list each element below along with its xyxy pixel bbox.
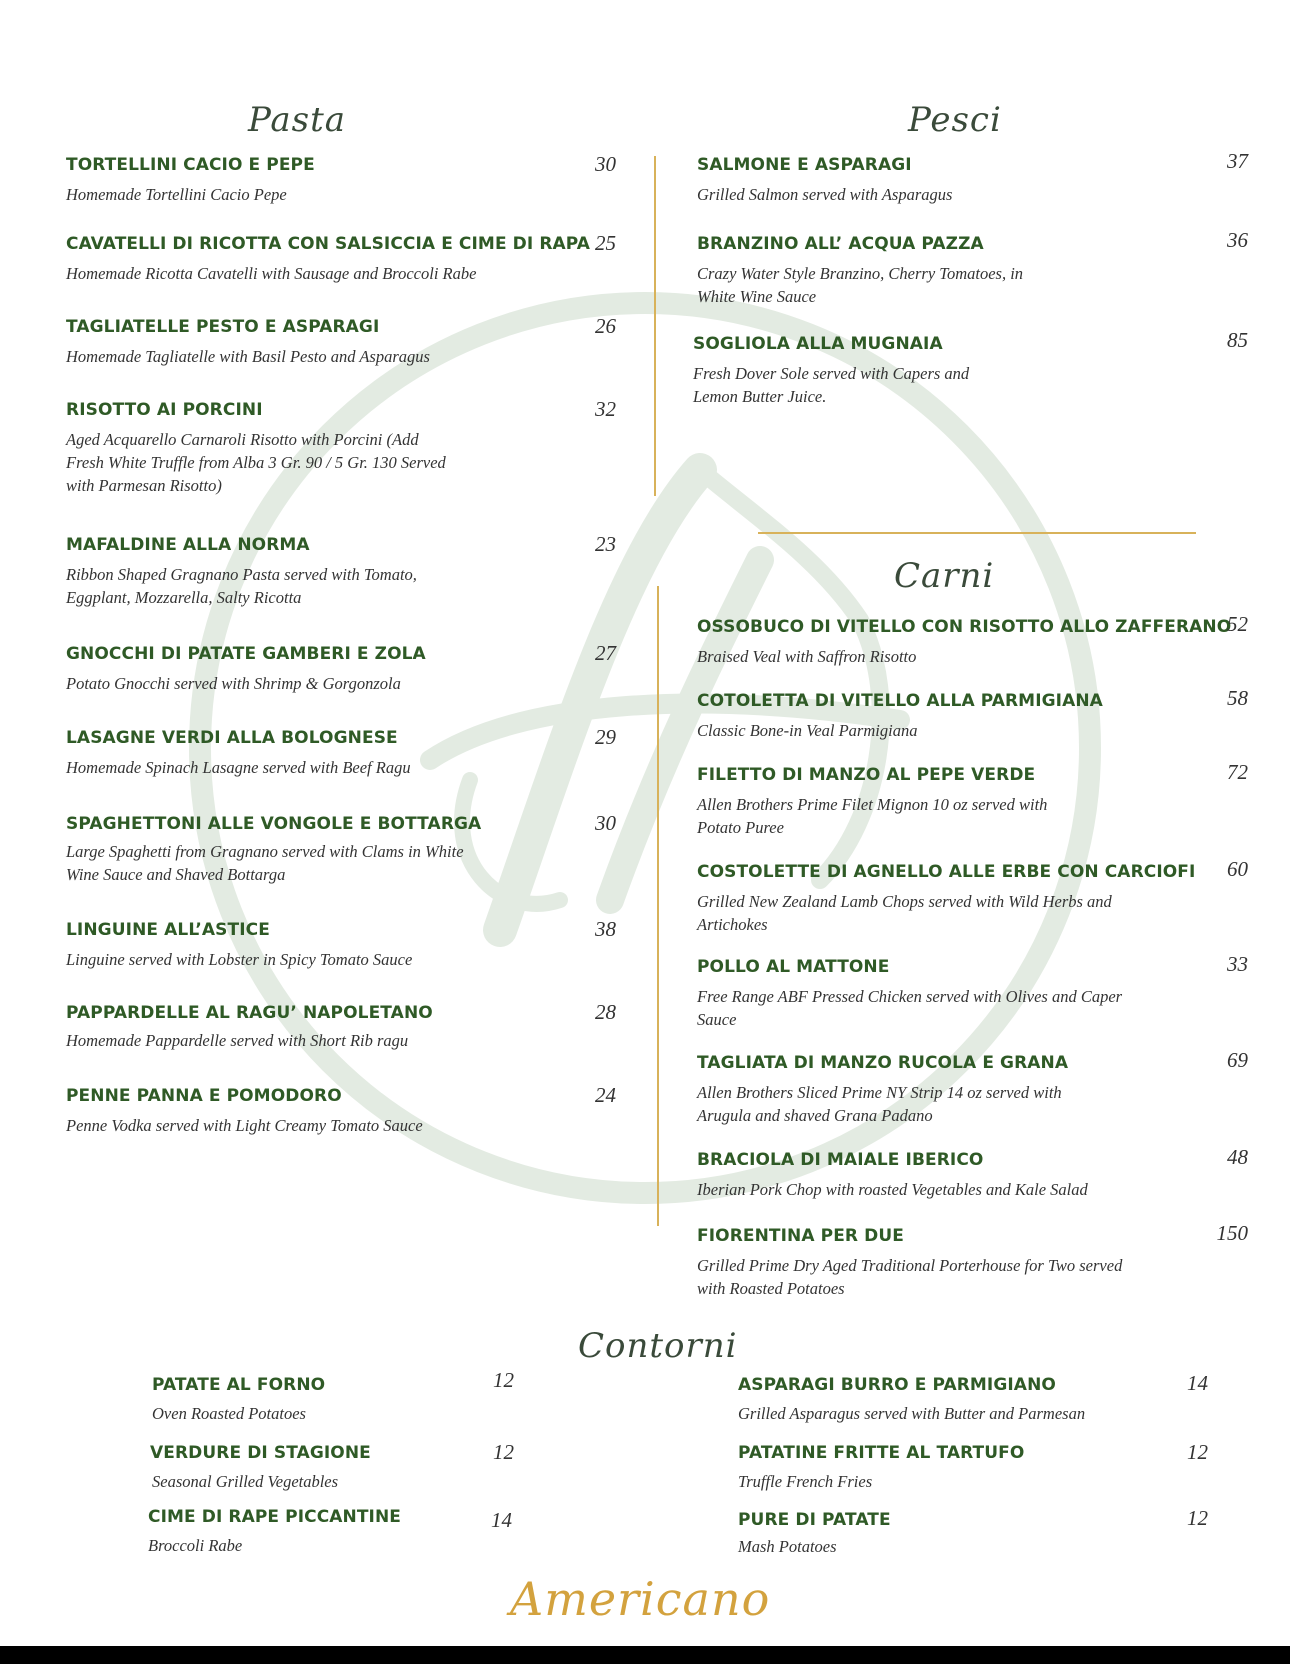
menu-item-name: TORTELLINI CACIO E PEPE bbox=[66, 155, 315, 175]
menu-item-name: VERDURE DI STAGIONE bbox=[150, 1443, 371, 1463]
menu-item-desc: Linguine served with Lobster in Spicy Tomato Sauce bbox=[66, 950, 413, 969]
menu-item-desc: Grilled Salmon served with Asparagus bbox=[697, 185, 953, 204]
menu-item-desc: Oven Roasted Potatoes bbox=[152, 1404, 306, 1423]
menu-item-desc: Crazy Water Style Branzino, Cherry Tomatoes, in White Wine Sauce bbox=[697, 264, 1024, 306]
menu-item-price: 12 bbox=[493, 1440, 514, 1464]
menu-item-name: SALMONE E ASPARAGI bbox=[697, 155, 912, 175]
menu-item-desc: Braised Veal with Saffron Risotto bbox=[697, 647, 917, 666]
menu-item-price: 58 bbox=[1227, 686, 1248, 710]
menu-item-desc: Penne Vodka served with Light Creamy Tomato Sauce bbox=[66, 1116, 423, 1135]
menu-item-price: 12 bbox=[493, 1368, 514, 1392]
section-title-contorni: Contorni bbox=[578, 1326, 738, 1366]
bottom-bar bbox=[0, 1646, 1290, 1664]
menu-item-price: 48 bbox=[1227, 1145, 1248, 1169]
menu-item-name: MAFALDINE ALLA NORMA bbox=[66, 535, 310, 555]
menu-item-name: LINGUINE ALL’ASTICE bbox=[66, 920, 270, 940]
menu-item-price: 24 bbox=[595, 1083, 616, 1107]
menu-item-name: PENNE PANNA E POMODORO bbox=[66, 1086, 342, 1106]
section-title-pasta: Pasta bbox=[248, 100, 347, 140]
menu-item-desc: Potato Gnocchi served with Shrimp & Gorgonzola bbox=[66, 674, 401, 693]
menu-item-name: POLLO AL MATTONE bbox=[697, 957, 890, 977]
menu-item-price: 37 bbox=[1227, 149, 1248, 173]
menu-item-price: 27 bbox=[595, 641, 616, 665]
menu-item-desc: Grilled New Zealand Lamb Chops served with Wild Herbs and Artichokes bbox=[697, 892, 1112, 934]
menu-item-name: OSSOBUCO DI VITELLO CON RISOTTO ALLO ZAFFERANO bbox=[697, 617, 1232, 637]
menu-item-name: CAVATELLI DI RICOTTA CON SALSICCIA E CIME DI RAPA bbox=[66, 234, 591, 254]
menu-item-price: 30 bbox=[595, 811, 616, 835]
menu-item-desc: Free Range ABF Pressed Chicken served with Olives and Caper Sauce bbox=[697, 987, 1123, 1029]
menu-item-desc: Homemade Tagliatelle with Basil Pesto and Asparagus bbox=[66, 347, 430, 366]
menu-item-name: TAGLIATA DI MANZO RUCOLA E GRANA bbox=[697, 1053, 1069, 1073]
menu-item-price: 72 bbox=[1227, 760, 1248, 784]
menu-item-price: 29 bbox=[595, 725, 616, 749]
menu-item-name: BRACIOLA DI MAIALE IBERICO bbox=[697, 1150, 984, 1170]
menu-item-price: 38 bbox=[595, 917, 616, 941]
menu-item-desc: Homemade Tortellini Cacio Pepe bbox=[66, 185, 287, 204]
menu-item-name: SPAGHETTONI ALLE VONGOLE E BOTTARGA bbox=[66, 814, 482, 834]
menu-item-desc: Seasonal Grilled Vegetables bbox=[152, 1472, 339, 1491]
menu-item-price: 12 bbox=[1187, 1440, 1208, 1464]
menu-item-name: RISOTTO AI PORCINI bbox=[66, 400, 263, 420]
menu-item-name: SOGLIOLA ALLA MUGNAIA bbox=[693, 334, 943, 354]
divider-horizontal bbox=[758, 532, 1196, 534]
menu-item-desc: Classic Bone-in Veal Parmigiana bbox=[697, 721, 918, 740]
menu-item-price: 52 bbox=[1227, 612, 1248, 636]
menu-item-desc: Allen Brothers Prime Filet Mignon 10 oz served with Potato Puree bbox=[697, 795, 1048, 837]
menu-item-price: 60 bbox=[1227, 857, 1248, 881]
menu-item-name: PURE DI PATATE bbox=[738, 1510, 891, 1530]
menu-item-name: COTOLETTA DI VITELLO ALLA PARMIGIANA bbox=[697, 691, 1103, 711]
section-title-carni: Carni bbox=[894, 556, 995, 596]
menu-item-price: 85 bbox=[1227, 328, 1248, 352]
menu-item-name: CIME DI RAPE PICCANTINE bbox=[148, 1507, 402, 1527]
menu-item-price: 23 bbox=[595, 532, 616, 556]
menu-item-desc: Homemade Spinach Lasagne served with Beef Ragu bbox=[66, 758, 411, 777]
menu-item-desc: Aged Acquarello Carnaroli Risotto with Porcini (Add Fresh White Truffle from Alba 3 Gr. 90 / 5 Gr. 130 Served with Parmesan Risotto) bbox=[66, 430, 446, 495]
menu-item-desc: Allen Brothers Sliced Prime NY Strip 14 oz served with Arugula and shaved Grana Padano bbox=[697, 1083, 1062, 1125]
menu-item-price: 14 bbox=[1187, 1371, 1208, 1395]
americano-logo: Americano bbox=[510, 1572, 771, 1626]
menu-item-name: TAGLIATELLE PESTO E ASPARAGI bbox=[66, 317, 380, 337]
menu-item-desc: Ribbon Shaped Gragnano Pasta served with Tomato, Eggplant, Mozzarella, Salty Ricotta bbox=[66, 565, 417, 607]
menu-item-name: LASAGNE VERDI ALLA BOLOGNESE bbox=[66, 728, 398, 748]
menu-item-name: BRANZINO ALL’ ACQUA PAZZA bbox=[697, 234, 984, 254]
menu-item-desc: Broccoli Rabe bbox=[148, 1536, 243, 1555]
divider-vertical-bottom bbox=[657, 586, 659, 1226]
menu-item-price: 14 bbox=[491, 1508, 512, 1532]
menu-item-price: 32 bbox=[595, 397, 616, 421]
menu-item-desc: Homemade Ricotta Cavatelli with Sausage and Broccoli Rabe bbox=[66, 264, 477, 283]
menu-item-price: 12 bbox=[1187, 1506, 1208, 1530]
menu-item-price: 26 bbox=[595, 314, 616, 338]
menu-item-name: ASPARAGI BURRO E PARMIGIANO bbox=[738, 1375, 1056, 1395]
menu-item-price: 25 bbox=[595, 231, 616, 255]
menu-item-name: GNOCCHI DI PATATE GAMBERI E ZOLA bbox=[66, 644, 426, 664]
section-title-pesci: Pesci bbox=[908, 100, 1002, 140]
menu-item-price: 30 bbox=[595, 152, 616, 176]
menu-item-desc: Truffle French Fries bbox=[738, 1472, 873, 1491]
menu-item-price: 150 bbox=[1216, 1221, 1248, 1245]
divider-vertical-top bbox=[654, 156, 656, 496]
menu-item-name: COSTOLETTE DI AGNELLO ALLE ERBE CON CARCIOFI bbox=[697, 862, 1196, 882]
menu-item-desc: Homemade Pappardelle served with Short Rib ragu bbox=[66, 1031, 409, 1050]
menu-item-name: FILETTO DI MANZO AL PEPE VERDE bbox=[697, 765, 1036, 785]
menu-item-name: PATATINE FRITTE AL TARTUFO bbox=[738, 1443, 1025, 1463]
menu-item-desc: Fresh Dover Sole served with Capers and Lemon Butter Juice. bbox=[693, 364, 970, 406]
menu-item-name: FIORENTINA PER DUE bbox=[697, 1226, 904, 1246]
menu-item-price: 28 bbox=[595, 1000, 616, 1024]
menu-item-desc: Grilled Prime Dry Aged Traditional Porterhouse for Two served with Roasted Potatoes bbox=[697, 1256, 1123, 1298]
menu-item-price: 36 bbox=[1227, 228, 1248, 252]
menu-item-desc: Mash Potatoes bbox=[738, 1537, 837, 1556]
menu-item-price: 69 bbox=[1227, 1048, 1248, 1072]
menu-item-price: 33 bbox=[1227, 952, 1248, 976]
menu-item-desc: Large Spaghetti from Gragnano served with Clams in White Wine Sauce and Shaved Bottarga bbox=[66, 842, 464, 884]
menu-item-desc: Grilled Asparagus served with Butter and Parmesan bbox=[738, 1404, 1086, 1423]
menu-item-desc: Iberian Pork Chop with roasted Vegetables and Kale Salad bbox=[697, 1180, 1088, 1199]
menu-item-name: PATATE AL FORNO bbox=[152, 1375, 326, 1395]
menu-item-name: PAPPARDELLE AL RAGU’ NAPOLETANO bbox=[66, 1003, 433, 1023]
